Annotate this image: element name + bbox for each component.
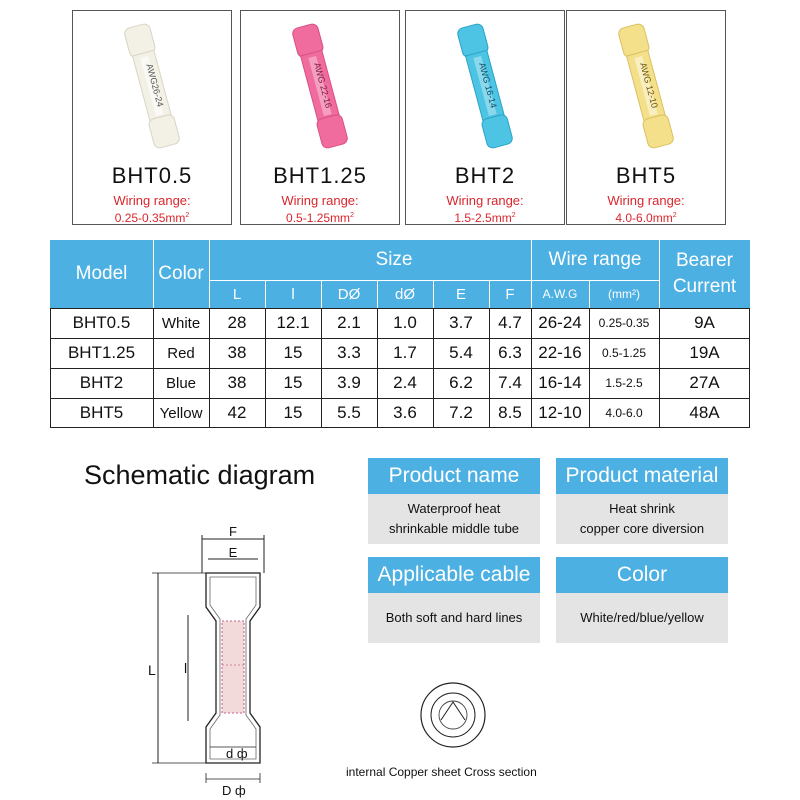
header-size-f: F (489, 280, 531, 308)
cell-l: 12.1 (276, 313, 310, 332)
header-size-d-inner: dØ (377, 280, 433, 308)
schematic-drawing (140, 515, 320, 800)
info-product-name (368, 458, 540, 544)
info-title: Product material (556, 458, 728, 494)
svg-text:AWG 16-14: AWG 16-14 (477, 61, 499, 110)
cell-model: BHT0.5 (72, 313, 131, 332)
product-card-bht0-5 (72, 10, 232, 225)
wiring-range-value: $0.25-0.35mm^2$ (114, 211, 190, 225)
product-card-bht5 (566, 10, 726, 225)
schematic-title: Schematic diagram (84, 460, 316, 490)
wiring-range-value: $1.5-2.5mm^2$ (454, 211, 516, 225)
header-sep (377, 280, 378, 308)
label-d-outer: D ф (222, 783, 246, 798)
header-sep (153, 240, 154, 308)
cell-model: BHT2 (79, 373, 124, 392)
cell-awg: 16-14 (538, 373, 582, 392)
info-title: Applicable cable (368, 557, 540, 593)
header-sep (659, 240, 660, 308)
cross-section-icon (410, 680, 496, 750)
header-size-e: E (433, 280, 489, 308)
label-l-inner: l (184, 660, 188, 676)
cell-color: White (161, 314, 201, 332)
cell-color: Yellow (159, 404, 203, 422)
cell-F: 6.3 (498, 343, 522, 362)
cell-D: 3.3 (337, 343, 361, 362)
info-line: Waterproof heat (407, 501, 501, 516)
cell-d: 1.0 (393, 313, 417, 332)
header-awg: A.W.G (531, 280, 589, 308)
card-model: BHT1.25 (273, 163, 367, 188)
cell-mm2: 4.0-6.0 (605, 406, 643, 420)
info-line: Heat shrink (609, 501, 675, 516)
cell-model: BHT5 (79, 403, 124, 422)
terminal-photo-blue (406, 11, 564, 161)
cell-awg: 12-10 (538, 403, 582, 422)
label-e: E (228, 545, 238, 560)
terminal-photo-yellow (567, 11, 725, 161)
product-card-bht1-25 (240, 10, 400, 225)
cell-color: Blue (165, 374, 197, 392)
card-model: BHT5 (615, 163, 677, 188)
cross-section-caption: internal Copper sheet Cross section (346, 765, 537, 779)
header-model: Model (50, 240, 153, 308)
grid-hline (50, 427, 750, 428)
cell-d: 2.4 (393, 373, 417, 392)
wiring-range-label: Wiring range: (446, 193, 524, 208)
card-model: BHT2 (454, 163, 516, 188)
cell-d: 3.6 (393, 403, 417, 422)
cell-F: 4.7 (498, 313, 522, 332)
cell-model: BHT1.25 (67, 343, 136, 362)
product-card-bht2 (405, 10, 565, 225)
cell-current: 9A (694, 313, 715, 332)
label-d-inner: d ф (226, 746, 248, 761)
cell-E: 3.7 (449, 313, 473, 332)
cell-D: 5.5 (337, 403, 361, 422)
info-color (556, 557, 728, 643)
svg-text:AWG26-24: AWG26-24 (144, 62, 166, 108)
cell-l: 15 (283, 373, 303, 392)
info-title: Color (556, 557, 728, 593)
info-line: Both soft and hard lines (385, 610, 523, 625)
header-sep (321, 280, 322, 308)
cell-F: 8.5 (498, 403, 522, 422)
header-sep (209, 240, 210, 308)
info-product-material (556, 458, 728, 544)
header-size-l-lower: l (265, 280, 321, 308)
wiring-range-label: Wiring range: (113, 193, 191, 208)
cell-mm2: 1.5-2.5 (605, 376, 643, 390)
cell-l: 15 (283, 343, 303, 362)
header-size: Size (209, 240, 579, 280)
header-sep (531, 240, 532, 308)
cell-current: 48A (689, 403, 720, 422)
wiring-range-label: Wiring range: (607, 193, 685, 208)
terminal-photo-white (73, 11, 231, 161)
info-body (556, 494, 728, 544)
header-sep (209, 280, 659, 281)
header-sep (433, 280, 434, 308)
cell-awg: 26-24 (538, 313, 582, 332)
header-sep (489, 280, 490, 308)
grid-hline (50, 368, 750, 369)
header-wire-range-label: Wire range (531, 240, 659, 280)
info-body (368, 494, 540, 544)
cell-awg: 22-16 (538, 343, 582, 362)
grid-hline (50, 338, 750, 339)
svg-text:AWG 12-10: AWG 12-10 (638, 61, 660, 110)
cell-D: 2.1 (337, 313, 361, 332)
wiring-range-label: Wiring range: (281, 193, 359, 208)
label-l-total: L (148, 662, 156, 678)
cell-l: 15 (283, 403, 303, 422)
spec-table (50, 240, 750, 428)
cell-D: 3.9 (337, 373, 361, 392)
cell-L: 38 (227, 373, 247, 392)
cell-L: 28 (227, 313, 247, 332)
cell-L: 38 (227, 343, 247, 362)
grid-hline (50, 308, 750, 309)
svg-text:AWG 22-16: AWG 22-16 (312, 61, 334, 110)
info-body (368, 593, 540, 643)
header-size-l-upper: L (209, 280, 265, 308)
info-line: copper core diversion (579, 521, 705, 536)
wiring-range-value: $4.0-6.0mm^2$ (615, 211, 677, 225)
header-color: Color (153, 240, 209, 308)
cell-current: 27A (689, 373, 720, 392)
card-model: BHT0.5 (111, 163, 193, 188)
header-bearer (659, 246, 750, 302)
info-title: Product name (368, 458, 540, 494)
header-mm2: (mm²) (589, 280, 659, 308)
info-line: shrinkable middle tube (388, 521, 520, 536)
cell-current: 19A (689, 343, 720, 362)
cell-L: 42 (227, 403, 247, 422)
info-applicable-cable (368, 557, 540, 643)
header-sep (589, 280, 590, 308)
info-body (556, 593, 728, 643)
cell-d: 1.7 (393, 343, 417, 362)
cell-color: Red (167, 344, 195, 362)
cell-mm2: 0.5-1.25 (601, 346, 647, 360)
header-sep (265, 280, 266, 308)
header-bearer-line1: Bearer (675, 250, 734, 271)
label-f: F (229, 524, 237, 539)
cell-E: 5.4 (449, 343, 473, 362)
info-line: White/red/blue/yellow (580, 610, 704, 625)
wiring-range-value: $0.5-1.25mm^2$ (286, 211, 354, 225)
cell-mm2: 0.25-0.35 (598, 316, 650, 330)
grid-hline (50, 398, 750, 399)
cell-E: 6.2 (449, 373, 473, 392)
terminal-photo-red (241, 11, 399, 161)
header-bearer-line2: Current (672, 276, 737, 297)
header-size-d-outer: DØ (321, 280, 377, 308)
cell-F: 7.4 (498, 373, 522, 392)
cell-E: 7.2 (449, 403, 473, 422)
